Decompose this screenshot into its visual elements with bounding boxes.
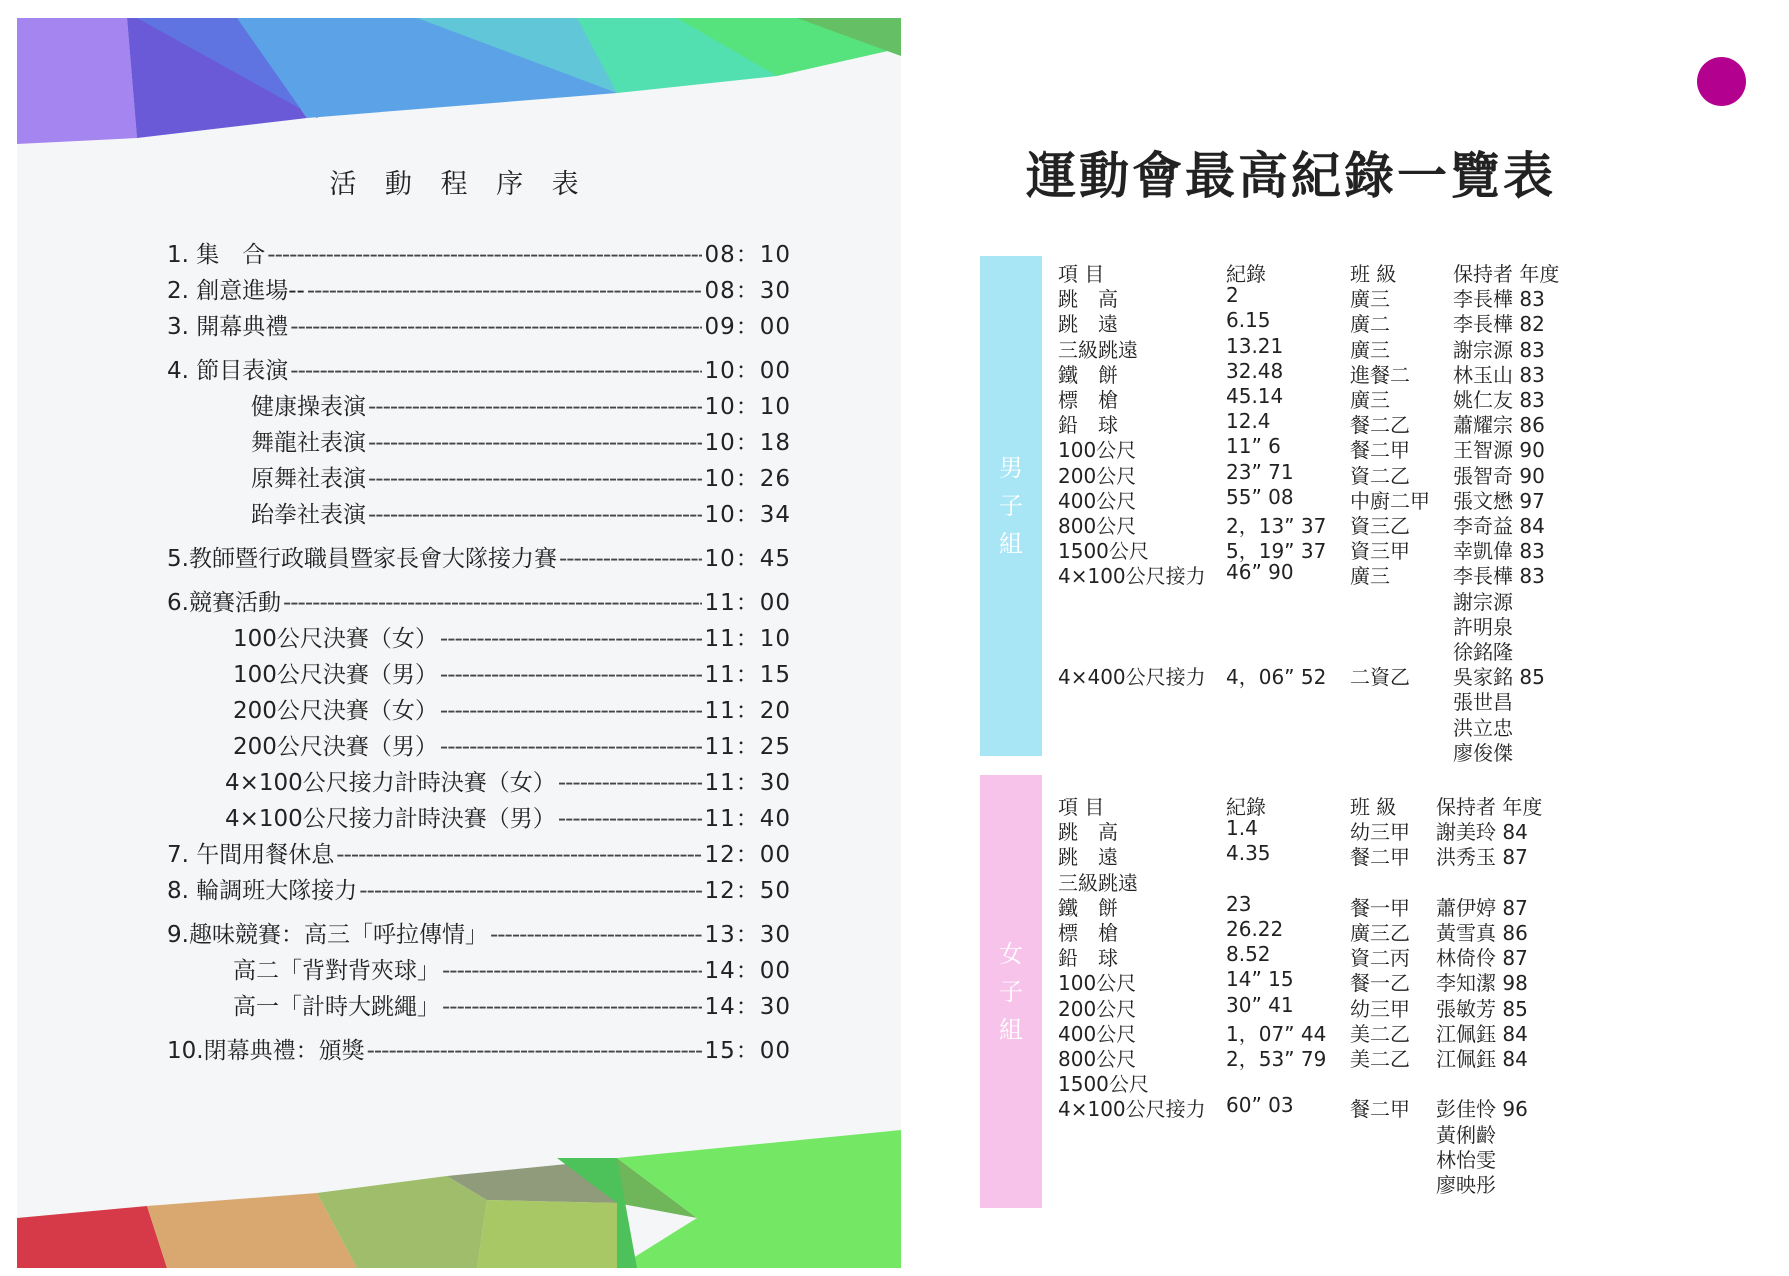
cell-class: 餐二甲	[1350, 845, 1410, 870]
schedule-time: 10：26	[704, 466, 791, 492]
header-event: 項 目	[1058, 262, 1105, 286]
program-page	[17, 18, 901, 1268]
cell-holder: 李長樺 83	[1453, 287, 1545, 312]
cell-event: 4×100公尺接力	[1058, 564, 1206, 589]
schedule-time: 11：10	[704, 626, 791, 652]
cell-class: 二資乙	[1350, 665, 1410, 690]
cell-class: 廣二	[1350, 312, 1390, 337]
cell-holder: 李長樺 82	[1453, 312, 1545, 337]
cell-event: 100公尺	[1058, 971, 1137, 996]
cell-class: 幼三甲	[1350, 820, 1410, 845]
schedule-time: 10：10	[704, 394, 791, 420]
schedule-time: 11：30	[704, 770, 791, 796]
cell-event: 標 槍	[1058, 921, 1118, 945]
schedule-label: 8. 輪調班大隊接力	[167, 878, 358, 904]
cell-holder: 廖俊傑	[1453, 740, 1513, 765]
cell-event: 100公尺	[1058, 438, 1137, 463]
cell-record: 45.14	[1226, 384, 1284, 408]
cell-class: 餐二甲	[1350, 1097, 1410, 1122]
schedule-row	[167, 272, 791, 305]
cell-holder: 洪秀玉 87	[1436, 845, 1528, 870]
cell-holder: 謝宗源	[1453, 589, 1513, 614]
schedule-row	[233, 656, 791, 689]
cell-event: 跳 高	[1058, 287, 1118, 312]
schedule-label: 健康操表演	[251, 394, 366, 420]
cell-record: 55” 08	[1226, 484, 1294, 509]
cell-holder: 姚仁友 83	[1453, 388, 1545, 412]
cell-class: 餐一乙	[1350, 971, 1410, 996]
schedule-time: 12：50	[704, 878, 791, 904]
schedule-row	[167, 584, 791, 617]
cell-event: 200公尺	[1058, 463, 1137, 488]
schedule-time: 10：34	[704, 502, 791, 528]
schedule-time: 11：20	[704, 698, 791, 724]
schedule-row	[167, 540, 791, 573]
cell-event: 三級跳遠	[1058, 870, 1138, 895]
cell-class: 幼三甲	[1350, 996, 1410, 1021]
schedule-label: 跆拳社表演	[251, 502, 366, 528]
cell-event: 跳 遠	[1058, 312, 1118, 337]
cell-event: 800公尺	[1058, 514, 1137, 538]
cell-event: 1500公尺	[1058, 1072, 1149, 1097]
schedule-time: 10：45	[704, 546, 791, 572]
cell-event: 跳 遠	[1058, 845, 1118, 870]
program-title: 活 動 程 序 表	[329, 169, 589, 200]
schedule-label: 100公尺決賽（女）	[233, 626, 438, 652]
schedule-label: 200公尺決賽（男）	[233, 734, 438, 760]
schedule-time: 10：18	[704, 430, 791, 456]
male-group-band	[980, 256, 1042, 756]
cell-class: 資三乙	[1350, 514, 1410, 538]
cell-record: 32.48	[1226, 358, 1284, 383]
cell-event: 1500公尺	[1058, 539, 1149, 564]
cell-record: 1.4	[1226, 816, 1258, 841]
cell-class: 餐二甲	[1350, 438, 1410, 463]
schedule-label: 200公尺決賽（女）	[233, 698, 438, 724]
schedule-row	[233, 988, 791, 1021]
cell-holder: 彭佳怜 96	[1436, 1097, 1528, 1122]
cell-class: 資二乙	[1350, 463, 1410, 488]
cell-holder: 張敏芳 85	[1436, 996, 1528, 1021]
schedule-time: 11：40	[704, 806, 791, 832]
schedule-label: 高二「背對背夾球」	[233, 958, 440, 984]
cell-holder: 林玉山 83	[1453, 362, 1545, 387]
cell-record: 4.35	[1226, 841, 1271, 866]
cell-class: 廣三乙	[1350, 921, 1410, 945]
schedule-time: 09：00	[704, 314, 791, 340]
schedule-time: 11：25	[704, 734, 791, 760]
schedule-row	[251, 460, 791, 493]
cell-holder: 張世昌	[1453, 690, 1513, 715]
cell-class: 資二丙	[1350, 946, 1410, 971]
schedule-row	[233, 728, 791, 761]
cell-record: 60” 03	[1226, 1093, 1294, 1118]
female-group-label: 女子組	[999, 939, 1023, 1044]
schedule-label: 9.趣味競賽：高三「呼拉傳情」	[167, 922, 488, 948]
cell-event: 400公尺	[1058, 488, 1137, 513]
cell-record: 2，13” 37	[1226, 514, 1327, 538]
cell-holder: 李長樺 83	[1453, 564, 1545, 589]
cell-record: 4，06” 52	[1226, 665, 1327, 690]
cell-record: 11” 6	[1226, 434, 1281, 459]
cell-event: 標 槍	[1058, 388, 1118, 412]
schedule-time: 14：30	[704, 994, 791, 1020]
cell-holder: 謝宗源 83	[1453, 337, 1545, 362]
header-holder: 保持者 年度	[1453, 262, 1560, 286]
cell-class: 中廚二甲	[1350, 488, 1430, 513]
schedule-row	[167, 1032, 791, 1065]
schedule-label: 10.閉幕典禮：頒獎	[167, 1038, 365, 1064]
cell-holder: 張智奇 90	[1453, 463, 1545, 488]
schedule-row	[233, 952, 791, 985]
cell-class: 廣三	[1350, 388, 1390, 412]
cell-holder: 李奇益 84	[1453, 514, 1545, 538]
cell-event: 4×100公尺接力	[1058, 1097, 1206, 1122]
cell-holder: 廖映彤	[1436, 1173, 1496, 1197]
schedule-label: 1. 集 合	[167, 242, 266, 268]
cell-class: 美二乙	[1350, 1021, 1410, 1046]
cell-record: 23	[1226, 891, 1252, 916]
schedule-label: 5.教師暨行政職員暨家長會大隊接力賽	[167, 546, 557, 572]
cell-class: 廣三	[1350, 564, 1390, 589]
cell-holder: 黃俐齡	[1436, 1122, 1496, 1147]
cell-record: 46” 90	[1226, 560, 1294, 585]
schedule-row	[167, 236, 791, 269]
schedule-row	[233, 692, 791, 725]
schedule-label: 6.競賽活動	[167, 590, 281, 616]
schedule-label: 原舞社表演	[251, 466, 366, 492]
cell-record: 30” 41	[1226, 992, 1294, 1017]
schedule-row	[225, 764, 791, 797]
schedule-time: 11：00	[704, 590, 791, 616]
schedule-label: 高一「計時大跳繩」	[233, 994, 440, 1020]
header-class: 班 級	[1350, 795, 1397, 819]
cell-class: 餐一甲	[1350, 895, 1410, 920]
cell-record: 26.22	[1226, 917, 1284, 941]
schedule-label: 4×100公尺接力計時決賽（女）	[225, 770, 556, 796]
cell-record: 13.21	[1226, 333, 1284, 358]
header-record: 紀錄	[1226, 262, 1266, 286]
cell-event: 跳 高	[1058, 820, 1118, 845]
schedule-time: 11：15	[704, 662, 791, 688]
schedule-time: 08：10	[704, 242, 791, 268]
schedule-label: 3. 開幕典禮	[167, 314, 289, 340]
cell-class: 資三甲	[1350, 539, 1410, 564]
schedule-row	[251, 496, 791, 529]
schedule-row	[167, 836, 791, 869]
cell-record: 23” 71	[1226, 459, 1294, 484]
cell-holder: 許明泉	[1453, 614, 1513, 639]
cell-holder: 林怡雯	[1436, 1147, 1496, 1172]
schedule-time: 14：00	[704, 958, 791, 984]
schedule-row	[167, 308, 791, 341]
header-record: 紀錄	[1226, 795, 1266, 819]
schedule-label: 7. 午間用餐休息	[167, 842, 335, 868]
cell-class: 廣三	[1350, 287, 1390, 312]
magenta-dot	[1697, 57, 1746, 106]
cell-record: 5，19” 37	[1226, 539, 1327, 564]
cell-event: 鉛 球	[1058, 946, 1118, 971]
cell-record: 1，07” 44	[1226, 1021, 1327, 1046]
cell-holder: 謝美玲 84	[1436, 820, 1528, 845]
cell-event: 200公尺	[1058, 996, 1137, 1021]
cell-holder: 洪立忠	[1453, 715, 1513, 740]
records-title: 運動會最高紀錄一覽表	[1026, 147, 1556, 205]
cell-holder: 幸凱偉 83	[1453, 539, 1545, 564]
cell-event: 鐵 餅	[1058, 895, 1118, 920]
cell-event: 三級跳遠	[1058, 337, 1138, 362]
schedule-label: 4. 節目表演	[167, 358, 289, 384]
schedule-row	[251, 388, 791, 421]
header-event: 項 目	[1058, 795, 1105, 819]
schedule-row	[225, 800, 791, 833]
cell-holder: 張文懋 97	[1453, 488, 1545, 513]
cell-holder: 林倚伶 87	[1436, 946, 1528, 971]
cell-record: 6.15	[1226, 308, 1271, 333]
cell-event: 鉛 球	[1058, 413, 1118, 438]
schedule-label: 2. 創意進場--	[167, 278, 305, 304]
cell-class: 美二乙	[1350, 1047, 1410, 1071]
header-class: 班 級	[1350, 262, 1397, 286]
schedule-time: 12：00	[704, 842, 791, 868]
schedule-label: 舞龍社表演	[251, 430, 366, 456]
cell-record: 14” 15	[1226, 967, 1294, 992]
cell-event: 4×400公尺接力	[1058, 665, 1206, 690]
cell-holder: 吳家銘 85	[1453, 665, 1545, 690]
schedule-row	[167, 872, 791, 905]
cell-event: 400公尺	[1058, 1021, 1137, 1046]
cell-holder: 江佩鈺 84	[1436, 1047, 1528, 1071]
schedule-label: 100公尺決賽（男）	[233, 662, 438, 688]
cell-class: 餐二乙	[1350, 413, 1410, 438]
cell-holder: 蕭耀宗 86	[1453, 413, 1545, 438]
schedule-time: 08：30	[704, 278, 791, 304]
male-group-label: 男子組	[999, 454, 1023, 558]
cell-record: 2，53” 79	[1226, 1047, 1327, 1071]
cell-holder: 蕭伊婷 87	[1436, 895, 1528, 920]
schedule-row	[233, 620, 791, 653]
cell-class: 廣三	[1350, 337, 1390, 362]
cell-event: 鐵 餅	[1058, 362, 1118, 387]
schedule-time: 13：30	[704, 922, 791, 948]
cell-holder: 王智源 90	[1453, 438, 1545, 463]
cell-holder: 徐銘隆	[1453, 640, 1513, 664]
cell-event: 800公尺	[1058, 1047, 1137, 1071]
schedule-time: 10：00	[704, 358, 791, 384]
schedule-label: 4×100公尺接力計時決賽（男）	[225, 806, 556, 832]
schedule-row	[251, 424, 791, 457]
header-holder: 保持者 年度	[1436, 795, 1543, 819]
cell-class: 進餐二	[1350, 362, 1410, 387]
cell-holder: 黃雪真 86	[1436, 921, 1528, 945]
schedule-time: 15：00	[704, 1038, 791, 1064]
female-group-band	[980, 775, 1042, 1208]
cell-record: 12.4	[1226, 409, 1271, 434]
cell-record: 8.52	[1226, 942, 1271, 967]
schedule-row	[167, 916, 791, 949]
cell-holder: 江佩鈺 84	[1436, 1021, 1528, 1046]
cell-record: 2	[1226, 283, 1239, 308]
cell-holder: 李知潔 98	[1436, 971, 1528, 996]
schedule-row	[167, 352, 791, 385]
